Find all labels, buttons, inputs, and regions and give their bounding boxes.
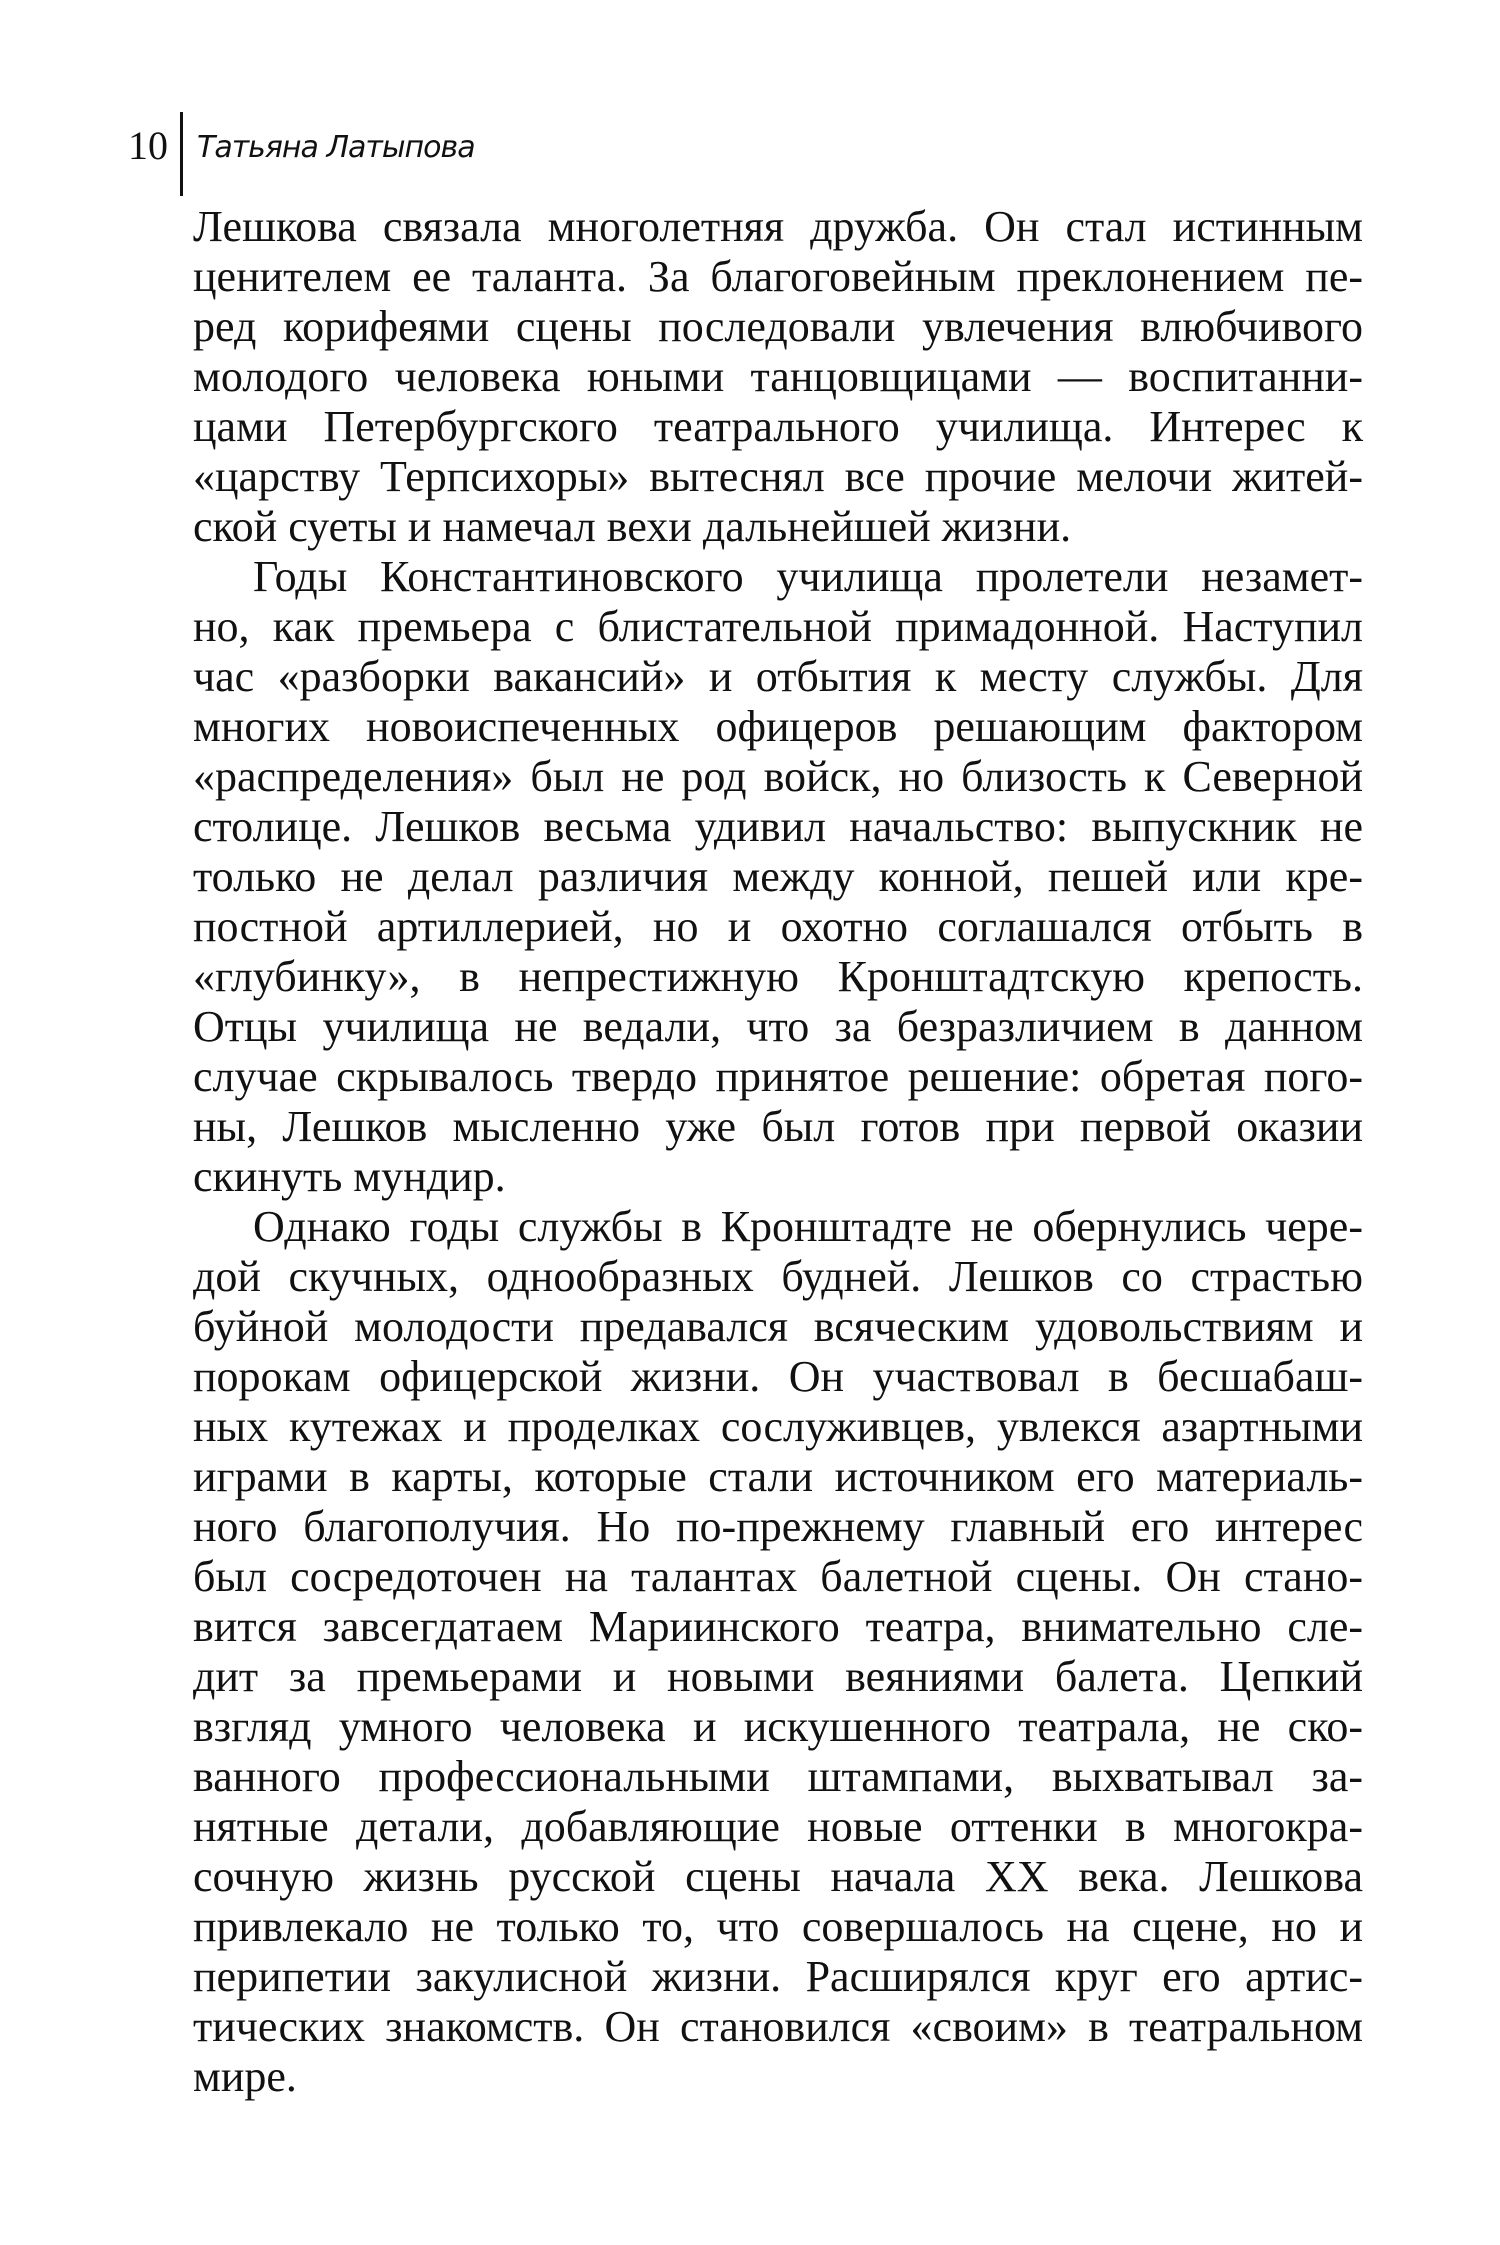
text-line: Отцы училища не ведали, что за безразличием в данном (193, 1002, 1363, 1051)
text-line: нятные детали, добавляющие новые оттенки в многокра- (193, 1802, 1363, 1851)
text-line: Лешкова связала многолетняя дружба. Он стал истинным (193, 202, 1363, 251)
text-line: ской суеты и намечал вехи дальнейшей жизни. (193, 502, 1072, 551)
text-line: постной артиллерией, но и охотно соглашался отбыть в (193, 902, 1363, 951)
text-line: «глубинку», в непрестижную Кронштадтскую крепость. (193, 952, 1363, 1001)
text-line: ванного профессиональными штампами, выхватывал за- (193, 1752, 1363, 1801)
text-line: ны, Лешков мысленно уже был готов при первой оказии (193, 1102, 1363, 1151)
text-line: ного благополучия. Но по-прежнему главный его интерес (193, 1502, 1363, 1551)
text-line: ценителем ее таланта. За благоговейным преклонением пе- (193, 252, 1363, 301)
text-line: «царству Терпсихоры» вытеснял все прочие мелочи житей- (193, 452, 1363, 501)
text-line: столице. Лешков весьма удивил начальство: выпускник не (193, 802, 1363, 851)
text-line: был сосредоточен на талантах балетной сцены. Он стано- (193, 1552, 1363, 1601)
running-header (128, 112, 475, 196)
text-line: перипетии закулисной жизни. Расширялся круг его артис- (193, 1952, 1363, 2001)
text-line: но, как премьера с блистательной примадонной. Наступил (193, 602, 1363, 651)
text-line: играми в карты, которые стали источником его материаль- (193, 1452, 1363, 1501)
text-line: мире. (193, 2052, 297, 2101)
text-line: дит за премьерами и новыми веяниями балета. Цепкий (193, 1652, 1363, 1701)
text-line: случае скрывалось твердо принятое решение: обретая пого- (193, 1052, 1363, 1101)
text-line: вится завсегдатаем Мариинского театра, внимательно сле- (193, 1602, 1363, 1651)
text-line: Годы Константиновского училища пролетели незамет- (253, 552, 1363, 601)
text-line: скинуть мундир. (193, 1152, 506, 1201)
text-line: час «разборки вакансий» и отбытия к месту службы. Для (193, 652, 1363, 701)
header-divider (180, 112, 183, 196)
text-line: «распределения» был не род войск, но близость к Северной (193, 752, 1363, 801)
text-line: Однако годы службы в Кронштадте не обернулись чере- (253, 1202, 1363, 1251)
text-line: многих новоиспеченных офицеров решающим фактором (193, 702, 1363, 751)
text-line: только не делал различия между конной, пешей или кре- (193, 852, 1363, 901)
text-line: привлекало не только то, что совершалось на сцене, но и (193, 1902, 1363, 1951)
text-line: буйной молодости предавался всяческим удовольствиям и (193, 1302, 1363, 1351)
text-line: цами Петербургского театрального училища. Интерес к (193, 402, 1363, 451)
paragraph (193, 1202, 1363, 2102)
body-text (193, 202, 1363, 2102)
text-line: порокам офицерской жизни. Он участвовал в бесшабаш- (193, 1352, 1363, 1401)
text-line: молодого человека юными танцовщицами — воспитанни- (193, 352, 1363, 401)
text-line: ред корифеями сцены последовали увлечения влюбчивого (193, 302, 1363, 351)
text-line: взгляд умного человека и искушенного театрала, не ско- (193, 1702, 1363, 1751)
text-line: ных кутежах и проделках сослуживцев, увлекся азартными (193, 1402, 1363, 1451)
running-header-author: Татьяна Латыпова (197, 130, 475, 165)
page-number: 10 (128, 123, 168, 168)
text-line: тических знакомств. Он становился «своим» в театральном (193, 2002, 1363, 2051)
text-line: сочную жизнь русской сцены начала XX века. Лешкова (193, 1852, 1363, 1901)
paragraph (193, 552, 1363, 1202)
text-line: дой скучных, однообразных будней. Лешков со страстью (193, 1252, 1363, 1301)
paragraph (193, 202, 1363, 552)
